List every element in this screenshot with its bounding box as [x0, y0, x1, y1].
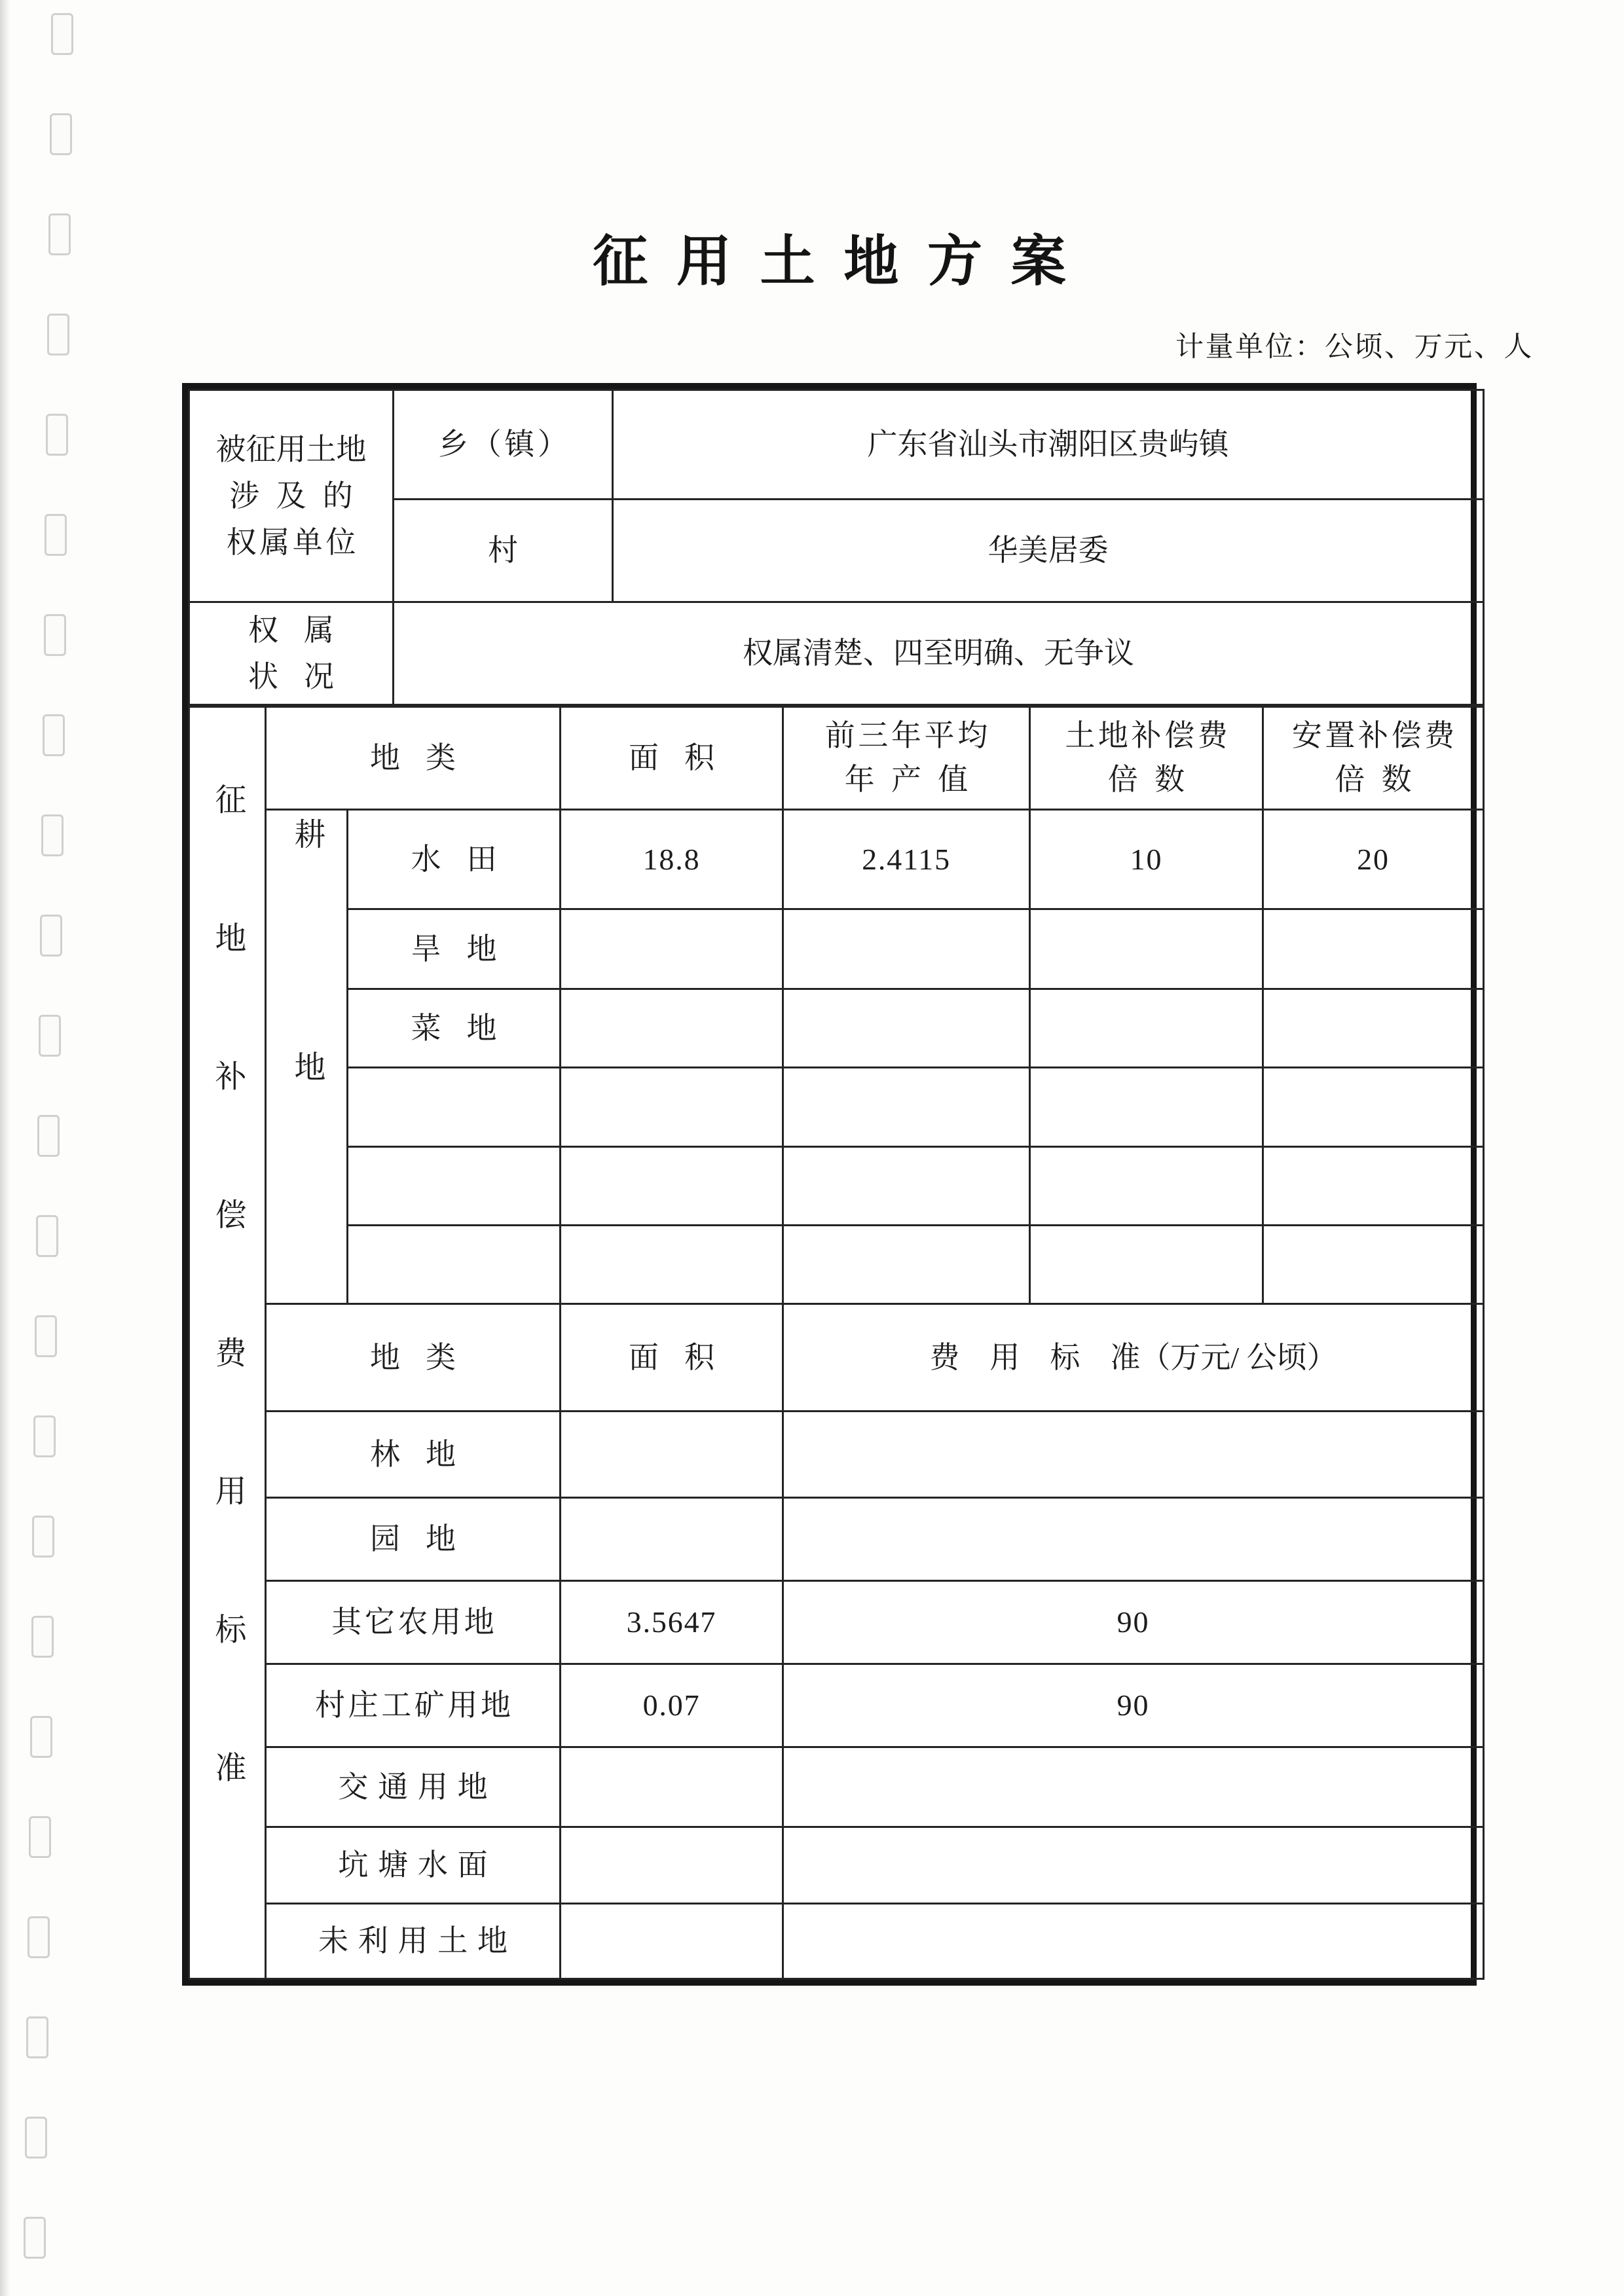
resettle-comp-multiple-cell — [1263, 1068, 1484, 1147]
area-cell — [561, 909, 783, 989]
area-cell — [561, 1747, 783, 1827]
fee-standard-cell — [783, 1412, 1484, 1498]
binding-hole — [40, 915, 62, 957]
row-forest-land — [189, 1412, 1484, 1498]
area-cell: 0.07 — [561, 1664, 783, 1747]
land-type-cell: 园地 — [266, 1498, 561, 1581]
land-type-cell: 旱地 — [348, 909, 561, 989]
s1-header-land-comp-line2: 倍数 — [1107, 763, 1202, 796]
cultivated-land-group-label: 耕地 — [289, 817, 324, 1283]
land-comp-multiple-cell — [1030, 989, 1263, 1068]
s2-header-land-type: 地类 — [266, 1304, 561, 1412]
resettle-comp-multiple-cell — [1263, 909, 1484, 989]
scanned-page-edge — [0, 0, 10, 2296]
row-vegetable-plot — [189, 989, 1484, 1068]
binding-hole — [36, 1215, 58, 1257]
binding-hole — [41, 814, 64, 856]
binding-hole — [45, 514, 67, 556]
area-cell — [561, 1827, 783, 1904]
land-comp-multiple-cell — [1030, 1068, 1263, 1147]
binding-hole — [24, 2217, 46, 2259]
row-empty-1 — [189, 1068, 1484, 1147]
land-type-cell: 菜地 — [348, 989, 561, 1068]
row-empty-2 — [189, 1147, 1484, 1226]
row-paddy-field — [189, 810, 1484, 909]
binding-hole — [28, 1916, 50, 1958]
output-value-cell — [783, 1147, 1030, 1226]
land-comp-multiple-cell: 10 — [1030, 810, 1263, 909]
land-type-cell: 林地 — [266, 1412, 561, 1498]
resettle-comp-multiple-cell — [1263, 989, 1484, 1068]
binding-hole — [37, 1115, 60, 1157]
township-value-cell: 广东省汕头市潮阳区贵屿镇 — [613, 390, 1484, 500]
output-value-cell — [783, 989, 1030, 1068]
s1-header-land-type: 地类 — [266, 707, 561, 810]
binding-hole — [25, 2117, 47, 2159]
owner-units-label-line3: 权属单位 — [226, 526, 359, 560]
binding-hole — [50, 113, 72, 155]
s1-header-land-comp-multiple — [1030, 707, 1263, 810]
fee-standard-cell — [783, 1747, 1484, 1827]
land-type-cell: 未利用土地 — [266, 1904, 561, 1979]
land-type-cell: 坑塘水面 — [266, 1827, 561, 1904]
table-row-township — [189, 390, 1484, 500]
area-cell — [561, 989, 783, 1068]
binding-hole — [39, 1015, 61, 1057]
s1-header-resettle-comp-line2: 倍数 — [1335, 763, 1428, 796]
compensation-standards-table — [188, 706, 1485, 1980]
row-dry-land — [189, 909, 1484, 989]
row-village-mining-land — [189, 1664, 1484, 1747]
binding-hole — [43, 714, 65, 756]
area-cell — [561, 1498, 783, 1581]
page-title: 征用土地方案 — [593, 230, 1095, 292]
land-type-cell — [348, 1226, 561, 1304]
resettle-comp-multiple-cell — [1263, 1147, 1484, 1226]
s2-header-area: 面积 — [561, 1304, 783, 1412]
resettle-comp-multiple-cell — [1263, 1226, 1484, 1304]
land-comp-multiple-cell — [1030, 1226, 1263, 1304]
binding-hole — [31, 1616, 54, 1658]
row-transport-land — [189, 1747, 1484, 1827]
s1-header-avg-output-line2: 年产值 — [844, 763, 985, 796]
side-vertical-label-cell — [189, 707, 266, 1979]
land-comp-multiple-cell — [1030, 1147, 1263, 1226]
land-type-cell — [348, 1147, 561, 1226]
s1-header-resettle-comp-line1: 安置补偿费 — [1291, 719, 1458, 753]
area-cell: 3.5647 — [561, 1581, 783, 1664]
table-row-ownership-status — [189, 602, 1484, 705]
ownership-status-label-line1: 权属 — [248, 613, 360, 647]
area-cell — [561, 1147, 783, 1226]
row-pond-water-surface — [189, 1827, 1484, 1904]
output-value-cell — [783, 1068, 1030, 1147]
land-type-cell: 水田 — [348, 810, 561, 909]
land-requisition-form-table — [182, 383, 1477, 1986]
area-cell: 18.8 — [561, 810, 783, 909]
binding-hole — [48, 213, 71, 255]
binding-hole — [47, 314, 69, 355]
output-value-cell — [783, 1226, 1030, 1304]
land-type-cell — [348, 1068, 561, 1147]
s1-header-land-comp-line1: 土地补偿费 — [1065, 719, 1231, 753]
fee-standard-cell — [783, 1498, 1484, 1581]
row-garden-land — [189, 1498, 1484, 1581]
binding-hole — [29, 1816, 51, 1858]
binding-hole — [35, 1315, 57, 1357]
area-cell — [561, 1226, 783, 1304]
s2-header-fee-standard: 费 用 标 准（万元/ 公顷） — [783, 1304, 1484, 1412]
resettle-comp-multiple-cell: 20 — [1263, 810, 1484, 909]
row-empty-3 — [189, 1226, 1484, 1304]
village-label-cell: 村 — [394, 500, 613, 602]
ownership-status-value-cell: 权属清楚、四至明确、无争议 — [394, 602, 1484, 705]
ownership-status-label-cell — [189, 602, 394, 705]
village-value-cell: 华美居委 — [613, 500, 1484, 602]
ownership-status-label-line2: 状况 — [248, 660, 360, 693]
binding-hole — [46, 414, 68, 456]
binding-hole — [44, 614, 66, 656]
output-value-cell: 2.4115 — [783, 810, 1030, 909]
township-label-cell: 乡（镇） — [394, 390, 613, 500]
ownership-info-table — [188, 389, 1485, 706]
owner-units-label-line1: 被征用土地 — [215, 432, 367, 466]
land-comp-multiple-cell — [1030, 909, 1263, 989]
cultivated-land-group-cell — [266, 810, 348, 1304]
fee-standard-cell — [783, 1904, 1484, 1979]
area-cell — [561, 1904, 783, 1979]
owner-units-label-line2: 涉及的 — [229, 479, 370, 513]
binding-hole — [26, 2016, 48, 2058]
fee-standard-cell — [783, 1827, 1484, 1904]
binding-hole — [30, 1716, 52, 1758]
section1-header-row — [189, 707, 1484, 810]
row-unused-land — [189, 1904, 1484, 1979]
binding-hole — [32, 1516, 54, 1558]
owner-units-label-cell — [189, 390, 394, 602]
land-type-cell: 其它农用地 — [266, 1581, 561, 1664]
s1-header-resettle-comp-multiple — [1263, 707, 1484, 810]
section2-header-row — [189, 1304, 1484, 1412]
output-value-cell — [783, 909, 1030, 989]
fee-standard-cell: 90 — [783, 1581, 1484, 1664]
fee-standard-cell: 90 — [783, 1664, 1484, 1747]
row-other-agricultural-land — [189, 1581, 1484, 1664]
measurement-unit-note: 计量单位：公顷、万元、人 — [1175, 332, 1534, 363]
s1-header-area: 面积 — [561, 707, 783, 810]
area-cell — [561, 1068, 783, 1147]
land-type-cell: 村庄工矿用地 — [266, 1664, 561, 1747]
s1-header-avg-output-line1: 前三年平均 — [824, 719, 991, 753]
land-type-cell: 交通用地 — [266, 1747, 561, 1827]
side-vertical-label: 征地补偿费用标准 — [210, 783, 245, 1889]
binding-hole — [51, 13, 73, 55]
s1-header-avg-output — [783, 707, 1030, 810]
binding-hole — [33, 1415, 56, 1457]
area-cell — [561, 1412, 783, 1498]
